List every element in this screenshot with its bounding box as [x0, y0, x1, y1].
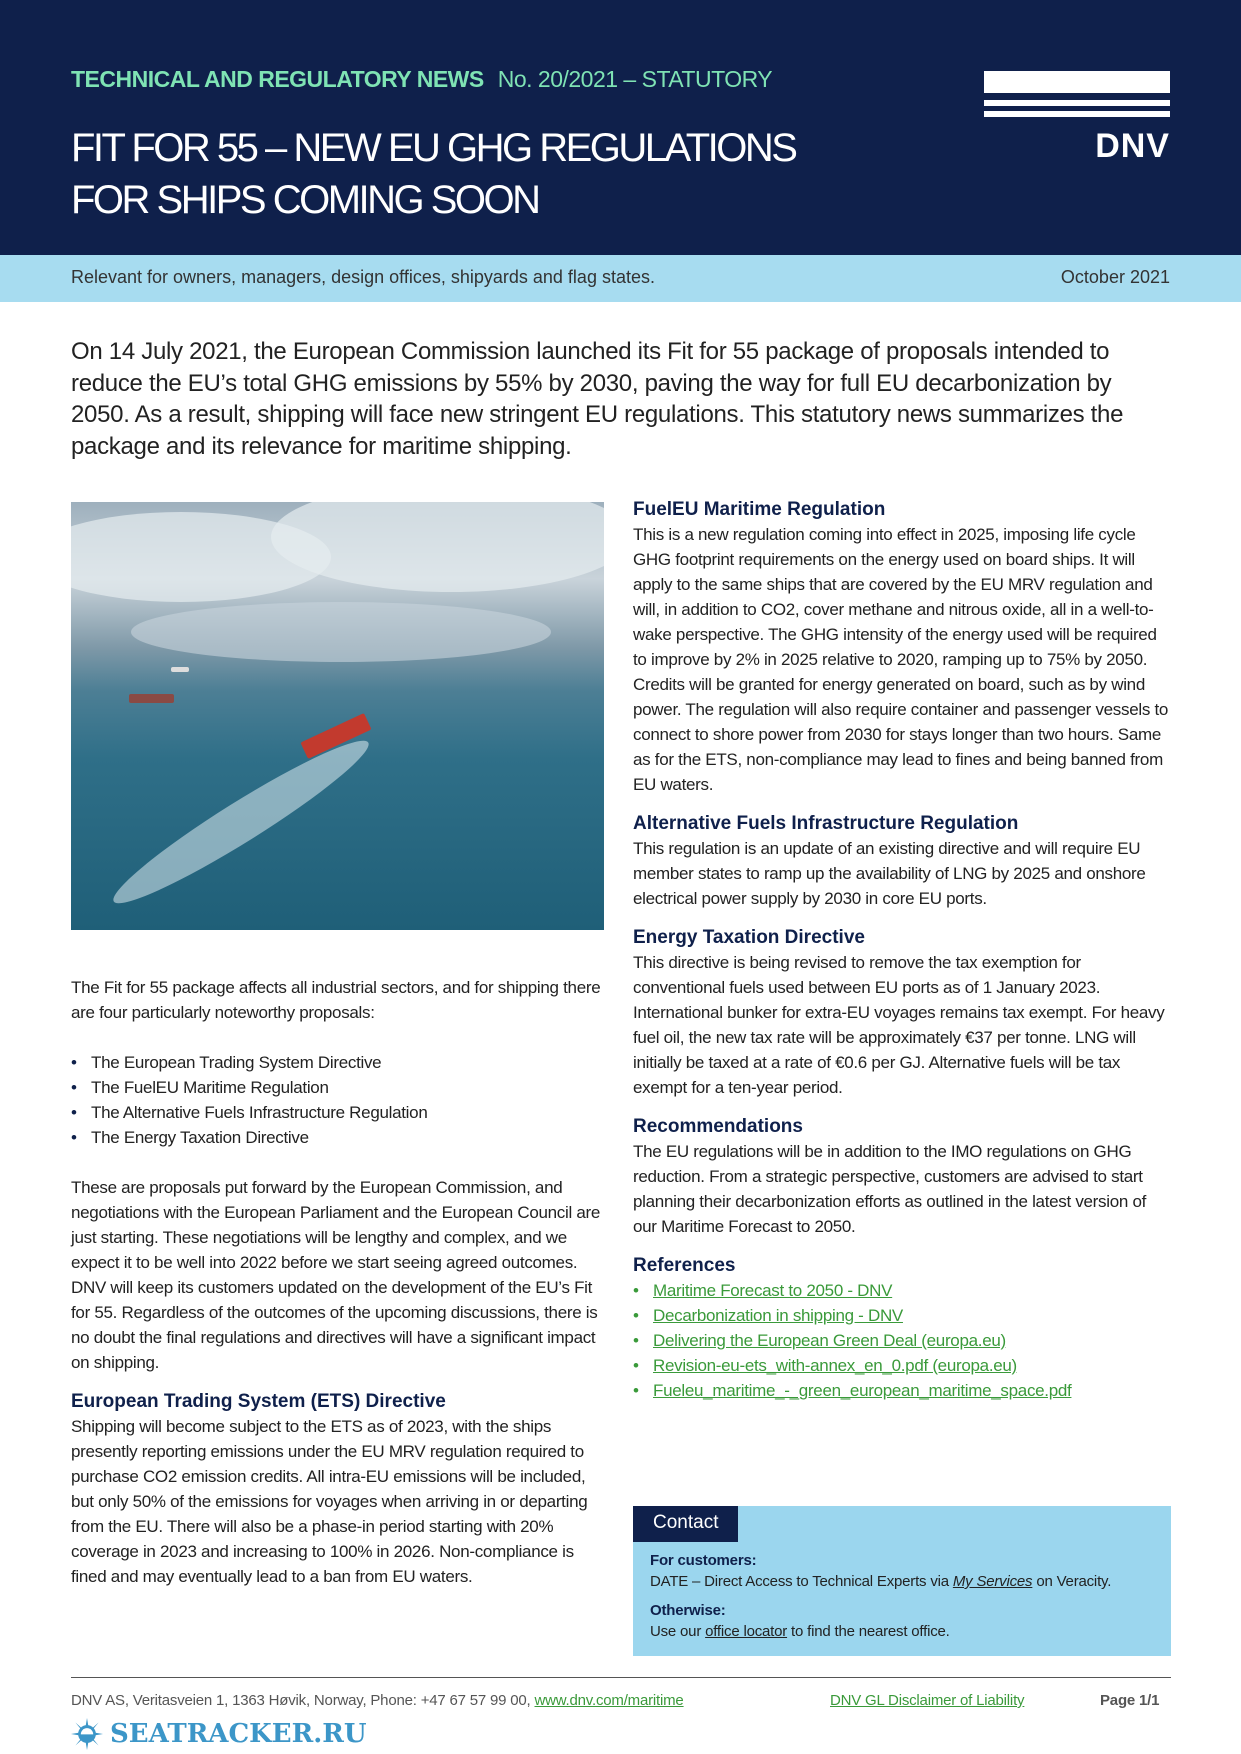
- office-locator-link[interactable]: office locator: [705, 1623, 788, 1640]
- customers-text: DATE – Direct Access to Technical Experts via: [650, 1573, 953, 1590]
- issue-date: October 2021: [1060, 267, 1170, 287]
- contact-box: [633, 1506, 1171, 1656]
- ship-photo: [71, 502, 604, 930]
- website-link[interactable]: www.dnv.com/maritime: [534, 1692, 684, 1709]
- paragraph: The EU regulations will be in addition to the IMO regulations on GHG reduction. From a strategic perspective, customers are advised to start planning their decarbonization efforts as outlined in the latest version of our Maritime Forecast to 2050.: [633, 1142, 1147, 1236]
- reference-link[interactable]: Fueleu_maritime_-_green_european_maritime_space.pdf: [653, 1381, 1072, 1400]
- intro-paragraph: On 14 July 2021, the European Commission launched its Fit for 55 package of proposals intended to reduce the EU’s total GHG emissions by 55% by 2030, paving the way for full EU decarbonization by 2050. As a result, shipping will face new stringent EU regulations. This statutory news summarizes the package and its relevance for maritime shipping.: [71, 338, 1124, 460]
- footer-divider: [71, 1677, 1171, 1678]
- otherwise-text: Use our: [650, 1623, 706, 1640]
- contact-tab: Contact: [633, 1506, 738, 1542]
- dnv-logo: [984, 71, 1170, 166]
- list-item: • The Alternative Fuels Infrastructure Regulation: [71, 1100, 606, 1125]
- list-item: • The FuelEU Maritime Regulation: [71, 1075, 606, 1100]
- otherwise-text: to find the nearest office.: [787, 1623, 950, 1640]
- section-heading: European Trading System (ETS) Directive: [71, 1391, 446, 1412]
- list-item: • The Energy Taxation Directive: [71, 1125, 606, 1150]
- list-item: • The European Trading System Directive: [71, 1050, 606, 1075]
- kicker: [71, 66, 772, 93]
- paragraph: This regulation is an update of an existing directive and will require EU member states to ramp up the availability of LNG by 2025 and onshore electrical power supply by 2030 in core EU ports.: [633, 839, 1146, 908]
- my-services-link[interactable]: My Services: [952, 1573, 1033, 1590]
- list-item: [633, 1278, 1173, 1303]
- reference-link[interactable]: Decarbonization in shipping - DNV: [653, 1306, 903, 1325]
- reference-link[interactable]: Maritime Forecast to 2050 - DNV: [653, 1281, 893, 1300]
- section-heading: References: [633, 1255, 736, 1276]
- section-heading: Recommendations: [633, 1116, 803, 1137]
- customers-label: For customers:: [650, 1552, 757, 1569]
- paragraph: Shipping will become subject to the ETS as of 2023, with the ships presently reporting emissions under the EU MRV regulation required to purchase CO2 emission credits. All intra-EU emissions will be included, but only 50% of the emissions for voyages when arriving in or departing from the EU. There will also be a phase-in period starting with 20% coverage in 2023 and increasing to 100% in 2026. Non-compliance is fined and may eventually lead to a ban from EU waters.: [71, 1417, 588, 1586]
- logo-text: DNV: [1095, 127, 1170, 165]
- paragraph: This is a new regulation coming into effect in 2025, imposing life cycle GHG footprint requirements on the energy used on board ships. It will apply to the same ships that are covered by the EU MRV regulation and will, in addition to CO2, cover methane and nitrous oxide, all in a well-to-wake perspective. The GHG intensity of the energy used will be required to improve by 2% in 2025 relative to 2020, ramping up to 75% by 2050. Credits will be granted for energy generated on board, such as by wind power. The regulation will also require container and passenger vessels to connect to shore power from 2030 for stays longer than two hours. Same as for the ETS, non-compliance may lead to fines and being banned from EU waters.: [633, 525, 1169, 794]
- header-banner: [0, 0, 1241, 255]
- relevance-text: Relevant for owners, managers, design offices, shipyards and flag states.: [71, 267, 655, 287]
- left-column: [71, 975, 606, 1589]
- series-name: TECHNICAL AND REGULATORY NEWS: [71, 66, 484, 92]
- paragraph: The Fit for 55 package affects all industrial sectors, and for shipping there are four particularly noteworthy proposals:: [71, 978, 601, 1022]
- title-line: FIT FOR 55 – NEW EU GHG REGULATIONS: [71, 126, 796, 170]
- list-item: [633, 1353, 1173, 1378]
- title-line: FOR SHIPS COMING SOON: [71, 178, 539, 222]
- sun-logo-icon: [71, 1718, 103, 1750]
- list-item: [633, 1303, 1173, 1328]
- issue-number: No. 20/2021 – STATUTORY: [497, 66, 773, 92]
- footer-address: [71, 1692, 684, 1709]
- list-item: [633, 1378, 1173, 1403]
- page-title: [71, 122, 951, 226]
- otherwise-label: Otherwise:: [650, 1602, 726, 1619]
- watermark: SEATRACKER.RU: [110, 1719, 367, 1749]
- references-list: [633, 1278, 1173, 1403]
- reference-link[interactable]: Delivering the European Green Deal (europa.eu): [653, 1331, 1006, 1350]
- customers-text: on Veracity.: [1032, 1573, 1112, 1590]
- section-heading: Alternative Fuels Infrastructure Regulation: [633, 813, 1019, 834]
- paragraph: These are proposals put forward by the European Commission, and negotiations with the European Parliament and the European Council are just starting. These negotiations will be lengthy and complex, and we expect it to be well into 2022 before we start seeing agreed outcomes. DNV will keep its customers updated on the development of the EU’s Fit for 55. Regardless of the outcomes of the upcoming discussions, there is no doubt the final regulations and directives will have a significant impact on shipping.: [71, 1178, 601, 1372]
- relevance-band: [0, 255, 1241, 302]
- section-heading: Energy Taxation Directive: [633, 927, 865, 948]
- paragraph: This directive is being revised to remove the tax exemption for conventional fuels used between EU ports as of 1 January 2023. International bunker for extra-EU voyages remains tax exempt. For heavy fuel oil, the new tax rate will be approximately €37 per tonne. LNG will initially be taxed at a rate of €0.6 per GJ. Alternative fuels will be tax exempt for a ten-year period.: [633, 953, 1165, 1097]
- page-number: Page 1/1: [1100, 1692, 1160, 1709]
- proposal-list: [71, 1050, 606, 1150]
- address-text: DNV AS, Veritasveien 1, 1363 Høvik, Norway, Phone: +47 67 57 99 00,: [71, 1692, 535, 1709]
- reference-link[interactable]: Revision-eu-ets_with-annex_en_0.pdf (europa.eu): [653, 1356, 1017, 1375]
- disclaimer-link[interactable]: DNV GL Disclaimer of Liability: [830, 1692, 1025, 1709]
- right-column: [633, 497, 1173, 1403]
- section-heading: FuelEU Maritime Regulation: [633, 499, 886, 520]
- list-item: [633, 1328, 1173, 1353]
